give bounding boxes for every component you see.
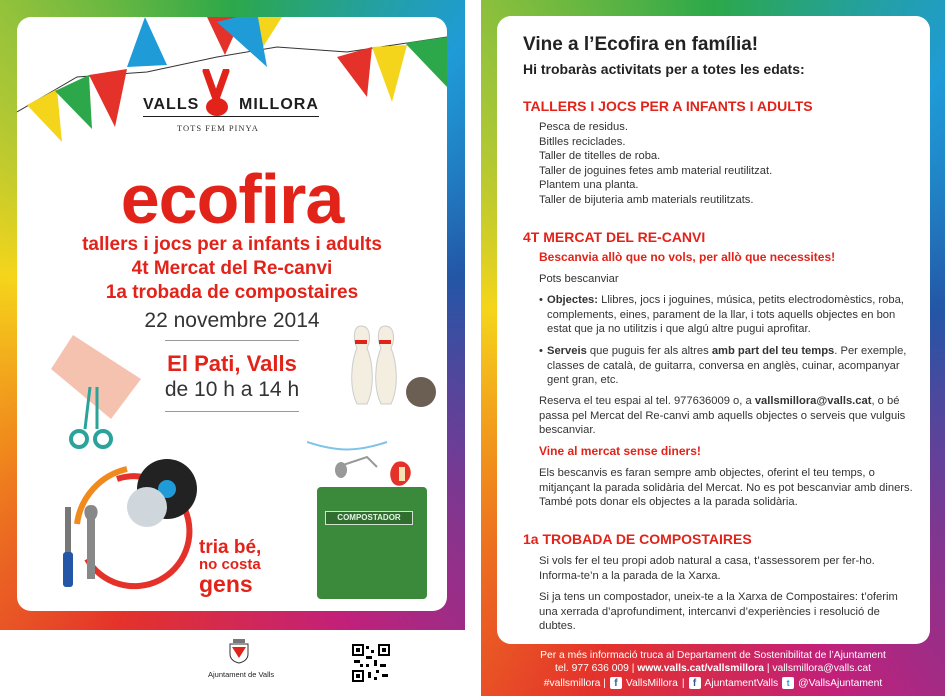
logo-tagline: TOTS FEM PINYA: [177, 123, 259, 133]
logo-rule: [143, 116, 319, 117]
footer-contact-line: [481, 663, 945, 674]
list-item: Bitlles reciclades.: [539, 135, 626, 148]
slogan-line-2: no costa: [199, 556, 261, 573]
right-subheading: Hi trobaràs activitats per a totes les edats:: [523, 61, 805, 77]
poster-right-card: [497, 16, 930, 644]
compost-bin: [317, 487, 427, 599]
date-rule: [165, 340, 299, 341]
bullet-objects-text: Llibres, jocs i joguines, música, petits electrodomèstics, roba, complements, eines, parament de la llar, i tots aquells objectes en bon estat que ja no utilitzis i que algú altre pugui aprofitar.: [547, 294, 904, 336]
list-item: Taller de titelles de roba.: [539, 150, 661, 163]
workshops-list: [539, 120, 909, 208]
poster-title: ecofira: [120, 160, 344, 238]
list-item: Taller de joguines fetes amb material reutilitzat.: [539, 164, 773, 177]
market-tagline: Bescanvia allò que no vols, per allò que necessites!: [539, 250, 836, 264]
composters-p1: Si vols fer el teu propi adob natural a casa, t’assessorem per fer-ho. Informa-te’n a la parada de la Xarxa.: [539, 555, 875, 582]
scissors-icon: [45, 317, 155, 457]
event-place: El Pati, Valls: [167, 351, 297, 376]
market-bullet-objects: • Objectes: Llibres, jocs i joguines, música, petits electrodomèstics, roba, complements, eines, parament de la llar, i tots aquells objectes en bon estat que ja no utilitzis i que algú altre pugui aprofitar.: [539, 294, 904, 336]
nomoney-text: Els bescanvis es faran sempre amb objectes, oferint el teu temps, o mitjançant la parada solidària del Mercat. No es pot bescanviar amb diners. També pots donar els objectes a la parada solidària.: [539, 467, 913, 509]
footer-facebook-1[interactable]: VallsMillora: [625, 677, 678, 689]
footer-facebook-2[interactable]: AjuntamentValls: [704, 677, 779, 689]
footer-hashtag: #vallsmillora |: [543, 677, 606, 689]
event-hours: de 10 h a 14 h: [164, 378, 300, 401]
facebook-icon: f: [689, 677, 701, 689]
slogan-line-3: gens: [199, 571, 253, 597]
section-composters-title: 1a TROBADA DE COMPOSTAIRES: [523, 531, 752, 547]
subtitle-1: tallers i jocs per a infants i adults: [82, 234, 382, 255]
bullet-services-strong-2: amb part del teu temps: [711, 345, 835, 357]
left-footer: [0, 630, 465, 696]
nomoney-title: Vine al mercat sense diners!: [539, 444, 701, 458]
hours-rule: [165, 411, 299, 412]
bowling-pins-icon: [347, 322, 442, 417]
poster-left: [0, 0, 465, 630]
facebook-icon: f: [610, 677, 622, 689]
subtitle-2: 4t Mercat del Re-canvi: [131, 258, 333, 279]
slogan-line-1: tria bé,: [199, 537, 262, 558]
bullet-objects-strong: Objectes:: [547, 294, 598, 306]
poster-left-card: [17, 17, 447, 611]
town-crest-icon: [228, 638, 250, 664]
list-item: Pesca de residus.: [539, 121, 628, 133]
reserve-email[interactable]: vallsmillora@valls.cat: [754, 395, 872, 407]
town-council-label: Ajuntament de Valls: [208, 670, 275, 679]
footer-twitter[interactable]: @VallsAjuntament: [798, 677, 883, 689]
logo-v-hand-icon: [200, 69, 236, 121]
bullet-services-mid: que puguis fer als altres: [586, 345, 712, 357]
poster-right: [481, 0, 945, 696]
footer-info-line: Per a més informació truca al Departament de Sostenibilitat de l’Ajuntament: [540, 650, 886, 661]
footer-website-link[interactable]: www.valls.cat/vallsmillora: [637, 663, 764, 674]
bullet-services-strong: Serveis: [547, 345, 587, 357]
reserve-text-b: , o bé passa pel Mercat del Re-canvi amb aquells objectes o serveis que vulguis bescanviar.: [539, 395, 906, 437]
market-bullet-services: • Serveis que puguis fer als altres amb part del teu temps. Per exemple, classes de català, de guitarra, conversa en anglès, cuinar, acompanyar gent gran, etc.: [539, 345, 907, 387]
bullet-services-text: . Per exemple, classes de català, de guitarra, conversa en anglès, cuinar, acompanyar gent gran, etc.: [547, 345, 907, 387]
list-item: Plantem una planta.: [539, 179, 639, 192]
section-workshops-title: TALLERS I JOCS PER A INFANTS I ADULTS: [523, 98, 813, 114]
market-reserve-text: [539, 394, 921, 438]
twitter-icon: t: [782, 677, 794, 689]
compost-bin-label: COMPOSTADOR: [325, 511, 413, 525]
subtitle-3: 1a trobada de compostaires: [105, 282, 359, 303]
footer-social-line: #vallsmillora | f VallsMillora | f AjuntamentValls t @VallsAjuntament: [543, 677, 883, 689]
footer-phone: tel. 977 636 009 |: [555, 663, 638, 674]
event-date: 22 novembre 2014: [144, 309, 320, 332]
footer-email[interactable]: | vallsmillora@valls.cat: [763, 663, 871, 674]
right-heading: Vine a l’Ecofira en família!: [523, 34, 759, 55]
logo-millora: MILLORA: [239, 96, 319, 113]
list-item: Taller de bijuteria amb materials reutilitzats.: [539, 193, 754, 206]
logo-valls: VALLS: [143, 96, 200, 113]
reserve-text-a: Reserva el teu espai al tel. 977636009 o, a: [539, 395, 755, 407]
qr-code-icon: [352, 644, 390, 682]
tools-icon: [61, 497, 131, 597]
market-intro: Pots bescanviar: [539, 273, 619, 285]
composters-p2: Si ja tens un compostador, uneix-te a la Xarxa de Compostaires: t’oferim una xerrada d’aprofundiment, intercanvi d’experiències i resolució de dubtes.: [539, 591, 898, 633]
section-market-title: 4T MERCAT DEL RE-CANVI: [523, 229, 706, 245]
